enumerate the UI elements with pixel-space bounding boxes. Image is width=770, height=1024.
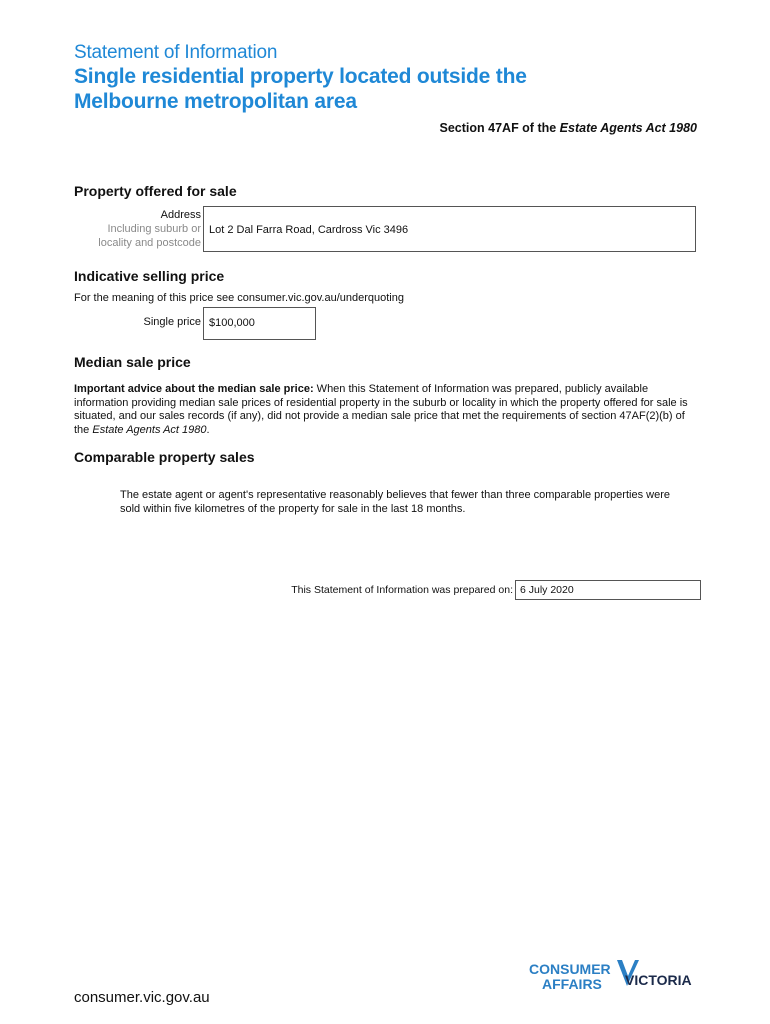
document-title: [74, 64, 527, 114]
logo-affairs-text: AFFAIRS: [542, 976, 602, 992]
comparable-heading: Comparable property sales: [74, 449, 255, 465]
median-advice-body: When this Statement of Information was prepared, publicly available information providing median sale prices of residential property in the suburb or locality in which the property offered for sale is situated, and our sales records (if any), did not provide a median sale price that met the requirements of section 47AF(2)(b) of the: [74, 383, 688, 436]
single-price-label: Single price: [143, 316, 201, 328]
median-heading: Median sale price: [74, 354, 191, 370]
legislation-reference-prefix: Section 47AF of the: [439, 121, 560, 135]
consumer-affairs-victoria-logo: [527, 958, 707, 1008]
logo-victoria-text: VICTORIA: [625, 972, 692, 988]
prepared-date-label: This Statement of Information was prepared on:: [291, 584, 513, 596]
address-label-main: Address: [160, 209, 201, 221]
legislation-reference: [440, 121, 697, 135]
prepared-date-field[interactable]: 6 July 2020: [515, 580, 701, 600]
price-heading: Indicative selling price: [74, 268, 225, 284]
median-advice-lead: Important advice about the median sale price:: [74, 383, 314, 395]
median-advice-paragraph: [74, 383, 696, 437]
single-price-field[interactable]: $100,000: [203, 307, 316, 340]
median-advice-end: .: [206, 423, 210, 436]
title-line-2: Melbourne metropolitan area: [74, 90, 357, 113]
footer-website: consumer.vic.gov.au: [74, 989, 210, 1006]
median-advice-act: Estate Agents Act 1980: [92, 423, 207, 436]
document-type-heading: Statement of Information: [74, 42, 278, 63]
property-heading: Property offered for sale: [74, 183, 237, 199]
address-field[interactable]: Lot 2 Dal Farra Road, Cardross Vic 3496: [203, 206, 696, 252]
address-label-hint-1: Including suburb or: [107, 223, 201, 235]
logo-consumer-text: CONSUMER: [529, 961, 611, 977]
address-label: [74, 208, 201, 250]
title-line-1: Single residential property located outside the: [74, 65, 527, 88]
price-note: For the meaning of this price see consumer.vic.gov.au/underquoting: [74, 292, 404, 304]
comparable-paragraph: The estate agent or agent's representative reasonably believes that fewer than three comparable properties were sold within five kilometres of the property for sale in the last 18 months.: [120, 489, 670, 515]
legislation-act-name: Estate Agents Act 1980: [559, 121, 697, 135]
address-label-hint-2: locality and postcode: [98, 237, 201, 249]
